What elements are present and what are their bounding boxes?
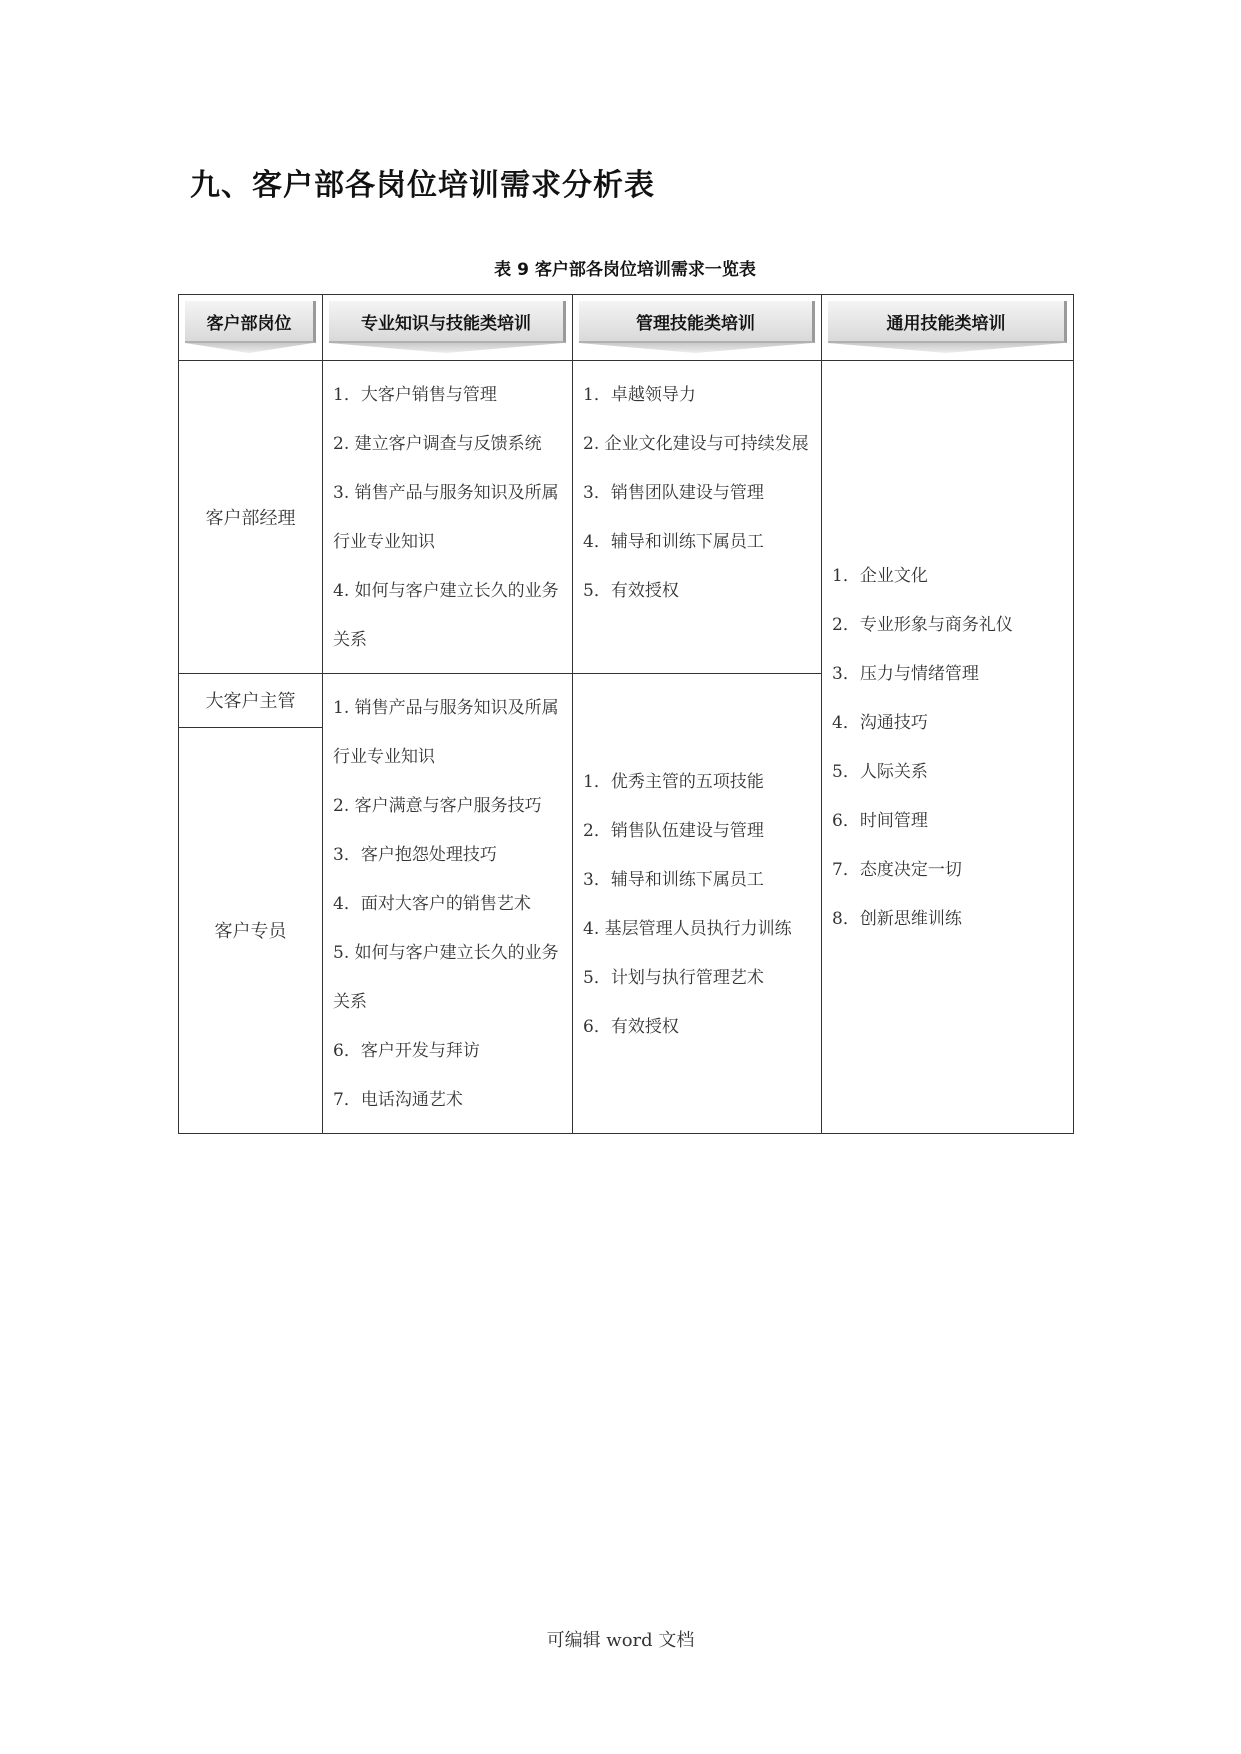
header-label: 管理技能类培训 — [579, 301, 815, 343]
header-label: 专业知识与技能类培训 — [329, 301, 566, 343]
cell-staff-management — [573, 674, 822, 1134]
list-item: 4．辅导和训练下属员工 — [583, 532, 764, 552]
list-item: 7．态度决定一切 — [832, 860, 962, 880]
list-item: 3．压力与情绪管理 — [832, 664, 979, 684]
role-cell: 大客户主管 — [179, 674, 323, 728]
cell-manager-professional — [323, 361, 573, 674]
list-item: 1. 销售产品与服务知识及所属行业专业知识 — [333, 698, 559, 767]
cell-manager-management — [573, 361, 822, 674]
list-item: 2. 客户满意与客户服务技巧 — [333, 796, 542, 816]
list-item: 3. 销售产品与服务知识及所属行业专业知识 — [333, 483, 559, 552]
list-item: 3．客户抱怨处理技巧 — [333, 845, 497, 865]
list-item: 6．时间管理 — [832, 811, 928, 831]
list-item: 5. 如何与客户建立长久的业务关系 — [333, 943, 559, 1012]
header-label: 通用技能类培训 — [828, 301, 1067, 343]
table-row-manager — [179, 361, 1074, 674]
training-needs-table — [178, 294, 1074, 1134]
list-item: 4. 如何与客户建立长久的业务关系 — [333, 581, 559, 650]
list-item: 6．有效授权 — [583, 1016, 679, 1037]
list-item: 1．卓越领导力 — [583, 385, 696, 405]
page-footer: 可编辑 word 文档 — [546, 1630, 695, 1651]
list-item: 3．销售团队建设与管理 — [583, 483, 764, 503]
list-item: 2. 建立客户调查与反馈系统 — [333, 434, 542, 454]
list-item: 3．辅导和训练下属员工 — [583, 869, 764, 890]
list-item: 2．销售队伍建设与管理 — [583, 820, 764, 841]
table-caption: 表 9 客户部各岗位培训需求一览表 — [494, 260, 756, 280]
list-item: 1．大客户销售与管理 — [333, 385, 497, 405]
list-item: 5．计划与执行管理艺术 — [583, 967, 764, 988]
header-professional — [323, 295, 573, 361]
header-general — [822, 295, 1074, 361]
list-item: 7．电话沟通艺术 — [333, 1090, 463, 1110]
header-management — [573, 295, 822, 361]
list-item: 4．沟通技巧 — [832, 713, 928, 733]
list-item: 4．面对大客户的销售艺术 — [333, 894, 531, 914]
cell-staff-professional — [323, 674, 573, 1134]
list-item: 1．优秀主管的五项技能 — [583, 771, 764, 792]
page-heading: 九、客户部各岗位培训需求分析表 — [190, 168, 655, 203]
list-item: 1．企业文化 — [832, 566, 928, 586]
header-position — [179, 295, 323, 361]
header-label: 客户部岗位 — [185, 301, 316, 343]
list-item: 5．人际关系 — [832, 762, 928, 782]
list-item: 6．客户开发与拜访 — [333, 1041, 480, 1061]
cell-general-skills — [822, 361, 1074, 1134]
list-item: 5．有效授权 — [583, 581, 679, 601]
list-item: 2. 企业文化建设与可持续发展 — [583, 434, 809, 454]
role-cell: 客户部经理 — [179, 361, 323, 674]
header-row — [179, 295, 1074, 361]
list-item: 2．专业形象与商务礼仪 — [832, 615, 1013, 635]
role-cell: 客户专员 — [179, 727, 323, 1133]
list-item: 8．创新思维训练 — [832, 909, 962, 929]
list-item: 4. 基层管理人员执行力训练 — [583, 918, 792, 939]
